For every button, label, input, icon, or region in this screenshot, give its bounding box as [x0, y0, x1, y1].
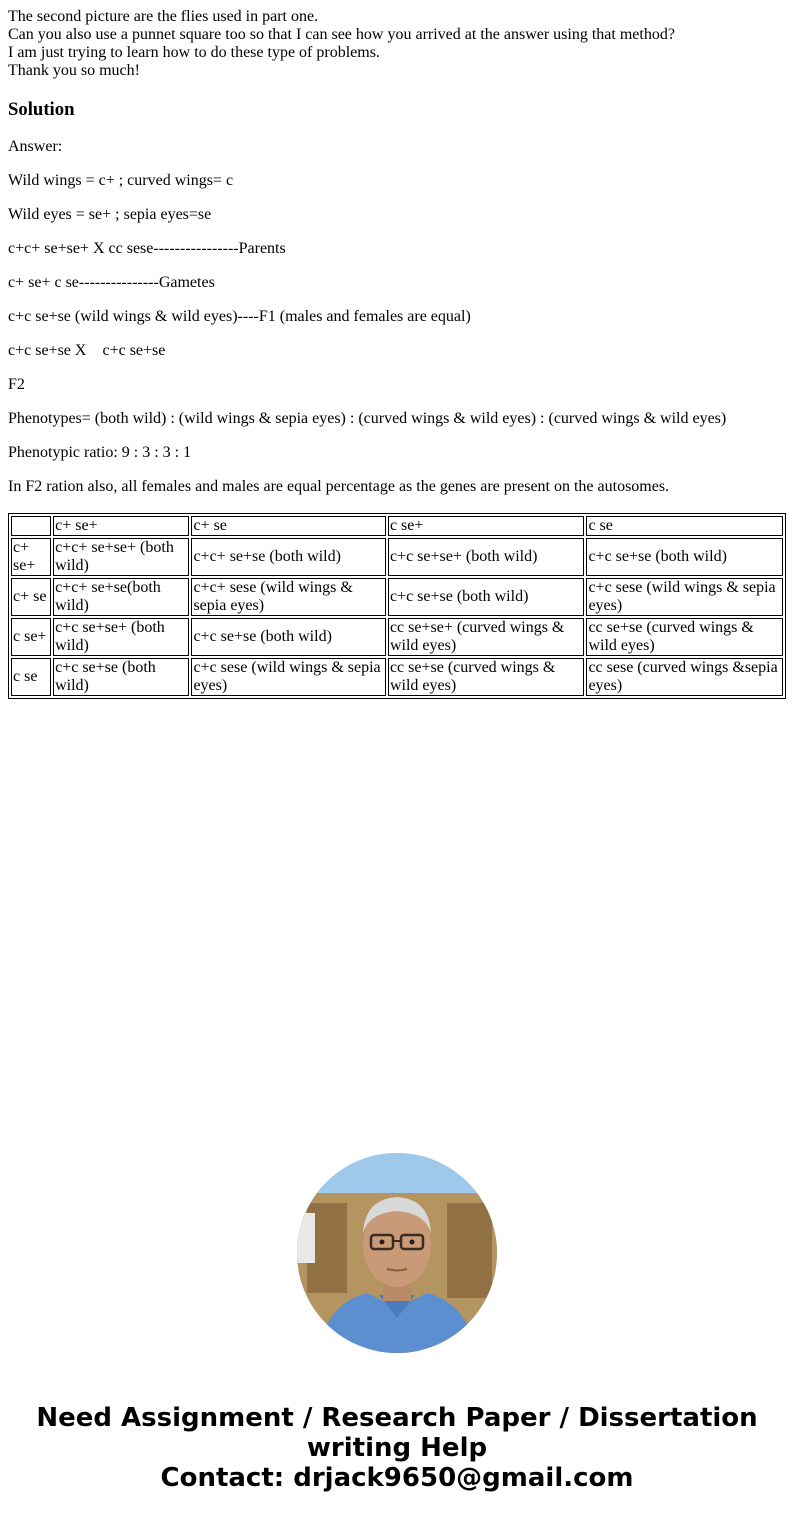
table-cell: c+c se+se (both wild) — [53, 658, 189, 696]
answer-line: c+ se+ c se---------------Gametes — [8, 274, 215, 291]
answer-line: c+c+ se+se+ X cc sese----------------Parents — [8, 240, 286, 257]
table-cell: cc se+se+ (curved wings & wild eyes) — [388, 618, 585, 656]
table-cell: c+c se+se (both wild) — [586, 538, 783, 576]
page-content — [8, 8, 786, 694]
table-row-header: c se+ — [11, 618, 51, 656]
question-line: Thank you so much! — [8, 62, 140, 79]
table-header-cell: c se — [586, 516, 783, 536]
table-header-cell: c+ se — [191, 516, 386, 536]
table-cell: c+c+ se+se+ (both wild) — [53, 538, 189, 576]
answer-line: Phenotypes= (both wild) : (wild wings & sepia eyes) : (curved wings & wild eyes) : (curved wings & wild eyes) — [8, 410, 727, 427]
answer-line: Wild wings = c+ ; curved wings= c — [8, 172, 234, 189]
table-header-cell: c+ se+ — [53, 516, 189, 536]
answer-line: Wild eyes = se+ ; sepia eyes=se — [8, 206, 212, 223]
question-line: I am just trying to learn how to do these type of problems. — [8, 44, 380, 61]
answer-line: F2 — [8, 376, 25, 393]
table-cell: c+c+ sese (wild wings & sepia eyes) — [191, 578, 386, 616]
answer-line: Phenotypic ratio: 9 : 3 : 3 : 1 — [8, 444, 192, 461]
table-row-header: c se — [11, 658, 51, 696]
table-cell: c+c sese (wild wings & sepia eyes) — [586, 578, 783, 616]
punnett-square-table — [8, 513, 786, 699]
table-cell: c+c se+se+ (both wild) — [53, 618, 189, 656]
table-cell: cc se+se (curved wings & wild eyes) — [388, 658, 585, 696]
answer-line: c+c se+se (wild wings & wild eyes)----F1 (males and females are equal) — [8, 308, 471, 325]
table-cell: c+c+ se+se(both wild) — [53, 578, 189, 616]
table-row-header: c+ se — [11, 578, 51, 616]
question-line: The second picture are the flies used in part one. — [8, 8, 319, 25]
table-header-cell: c se+ — [388, 516, 585, 536]
table-row — [11, 538, 783, 576]
table-row — [11, 658, 783, 696]
question-line: Can you also use a punnet square too so that I can see how you arrived at the answer using that method? — [8, 26, 675, 43]
table-cell: cc sese (curved wings &sepia eyes) — [586, 658, 783, 696]
tutor-portrait-icon — [297, 1153, 497, 1353]
table-cell: cc se+se (curved wings & wild eyes) — [586, 618, 783, 656]
table-cell: c+c+ se+se (both wild) — [191, 538, 386, 576]
table-row — [11, 618, 783, 656]
table-cell: c+c se+se (both wild) — [388, 578, 585, 616]
question-text — [8, 8, 786, 80]
table-cell: c+c se+se+ (both wild) — [388, 538, 585, 576]
promo-banner — [0, 1403, 794, 1493]
promo-line: writing Help — [306, 1433, 488, 1463]
answer-line: c+c se+se X c+c se+se — [8, 342, 166, 359]
table-row — [11, 578, 783, 616]
table-cell: c+c se+se (both wild) — [191, 618, 386, 656]
answer-line: Answer: — [8, 138, 63, 155]
solution-heading: Solution — [8, 99, 75, 120]
table-header-cell — [11, 516, 51, 536]
promo-line: Need Assignment / Research Paper / Dissertation — [36, 1403, 758, 1433]
table-cell: c+c sese (wild wings & sepia eyes) — [191, 658, 386, 696]
answer-line: In F2 ration also, all females and males are equal percentage as the genes are present on the autosomes. — [8, 478, 670, 495]
table-header-row — [11, 516, 783, 536]
answer-body — [8, 138, 786, 512]
promo-contact: Contact: drjack9650@gmail.com — [160, 1463, 634, 1493]
table-row-header: c+ se+ — [11, 538, 51, 576]
